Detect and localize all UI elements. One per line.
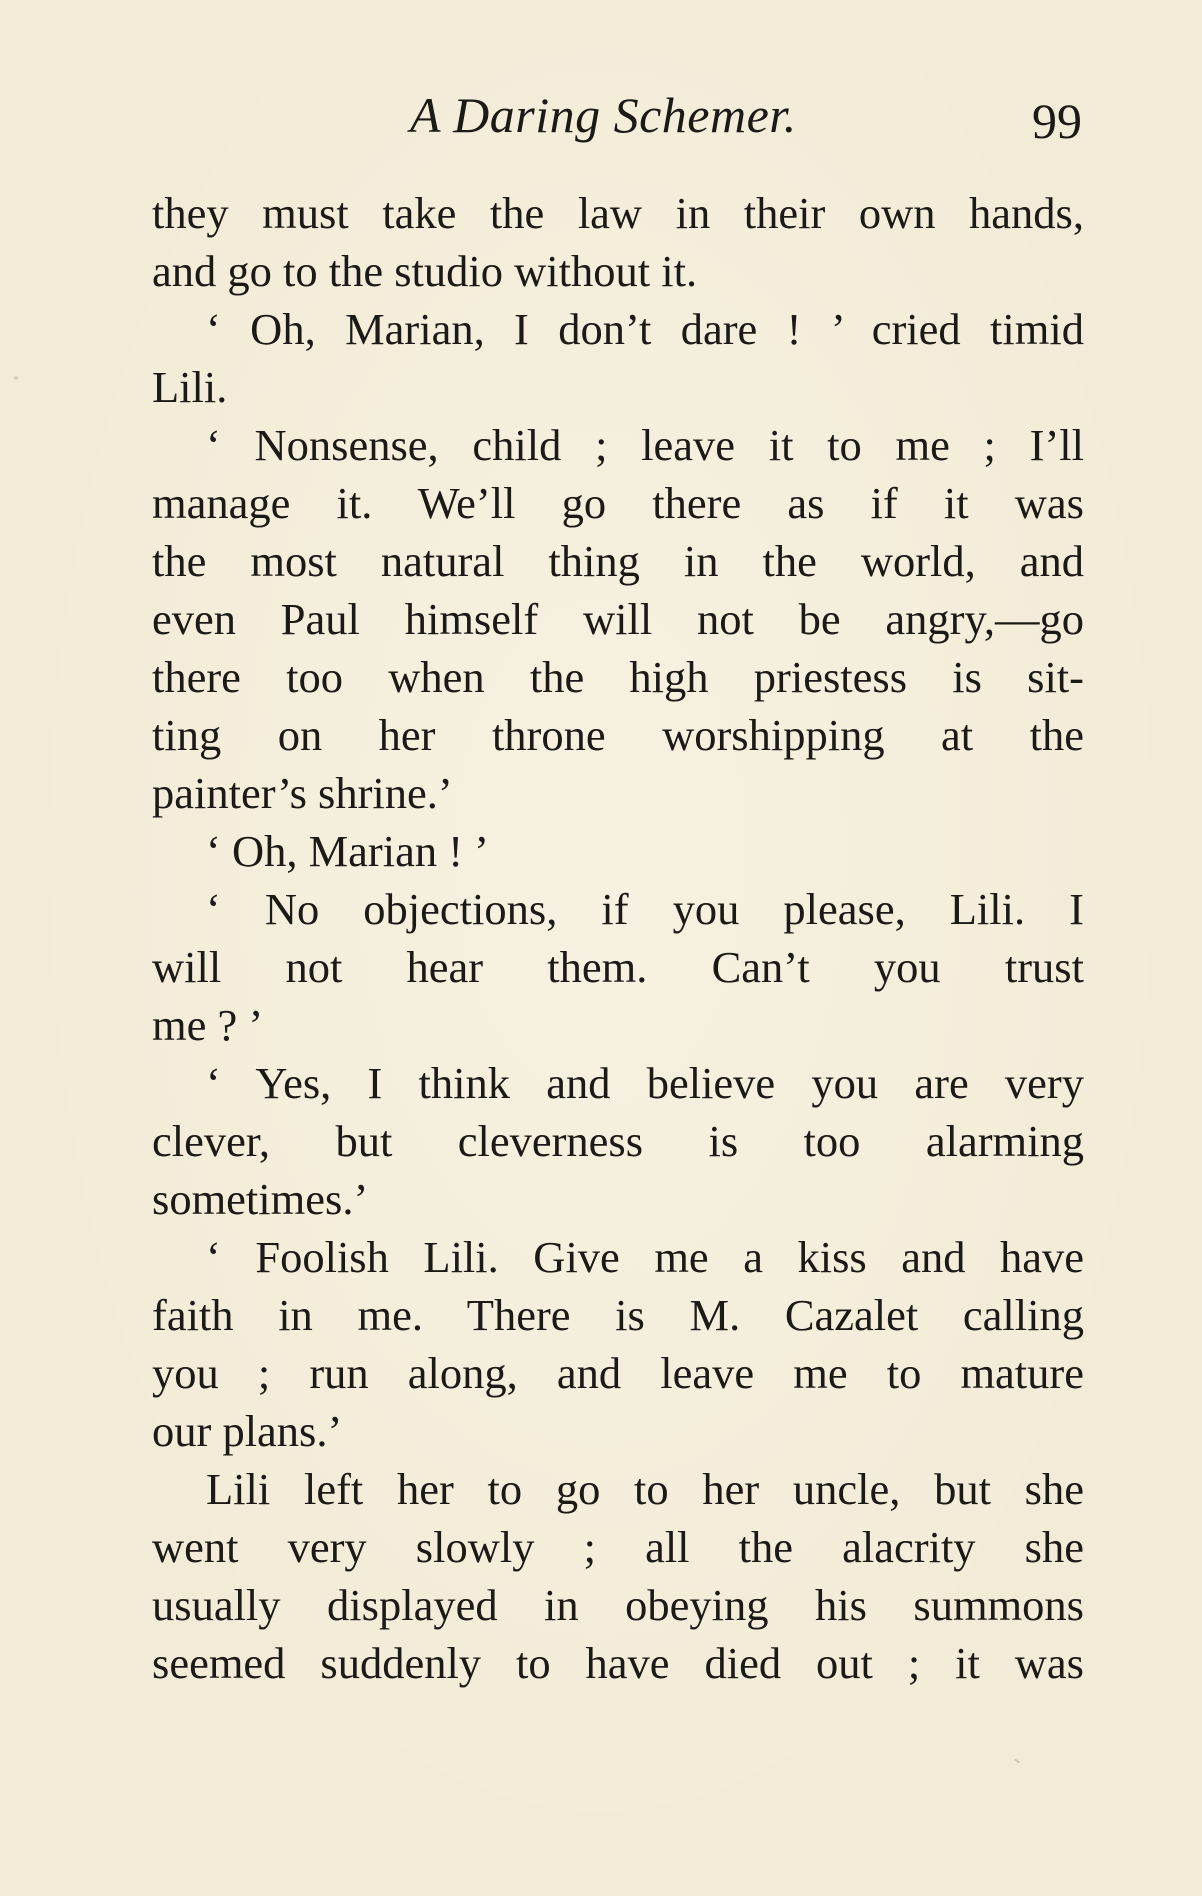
text-line: even Paul himself will not be angry,—go [152,594,1084,644]
text-line: went very slowly ; all the alacrity she [152,1522,1084,1572]
text-line: faith in me. There is M. Cazalet calling [152,1290,1084,1340]
text-line: Lili left her to go to her uncle, but she [206,1464,1084,1514]
text-line: they must take the law in their own hands, [152,188,1084,238]
text-line: will not hear them. Can’t you trust [152,942,1084,992]
body-text [152,184,1084,1692]
text-line: our plans.’ [152,1406,343,1456]
text-line: and go to the studio without it. [152,246,698,296]
page-number: 99 [1032,93,1082,149]
text-line: usually displayed in obeying his summons [152,1580,1084,1630]
text-line: ting on her throne worshipping at the [152,710,1084,760]
text-line: ‘ Nonsense, child ; leave it to me ; I’ll [206,420,1084,470]
text-line: Lili. [152,362,228,412]
text-line: painter’s shrine.’ [152,768,453,818]
text-line: you ; run along, and leave me to mature [152,1348,1084,1398]
paper-mark [1014,1758,1020,1763]
text-line: there too when the high priestess is sit- [152,652,1084,702]
text-line: clever, but cleverness is too alarming [152,1116,1084,1166]
paper-speck [14,376,18,380]
text-line: ‘ Oh, Marian, I don’t dare ! ’ cried timid [206,304,1084,354]
text-line: ‘ Yes, I think and believe you are very [206,1058,1084,1108]
page-header [150,86,1082,156]
text-line: ‘ Foolish Lili. Give me a kiss and have [206,1232,1084,1282]
text-line: the most natural thing in the world, and [152,536,1084,586]
text-line: seemed suddenly to have died out ; it was [152,1638,1084,1688]
text-line: ‘ No objections, if you please, Lili. I [206,884,1084,934]
text-line: me ? ’ [152,1000,264,1050]
text-line: ‘ Oh, Marian ! ’ [206,826,489,876]
running-title: A Daring Schemer. [410,87,797,143]
text-line: sometimes.’ [152,1174,369,1224]
text-line: manage it. We’ll go there as if it was [152,478,1084,528]
